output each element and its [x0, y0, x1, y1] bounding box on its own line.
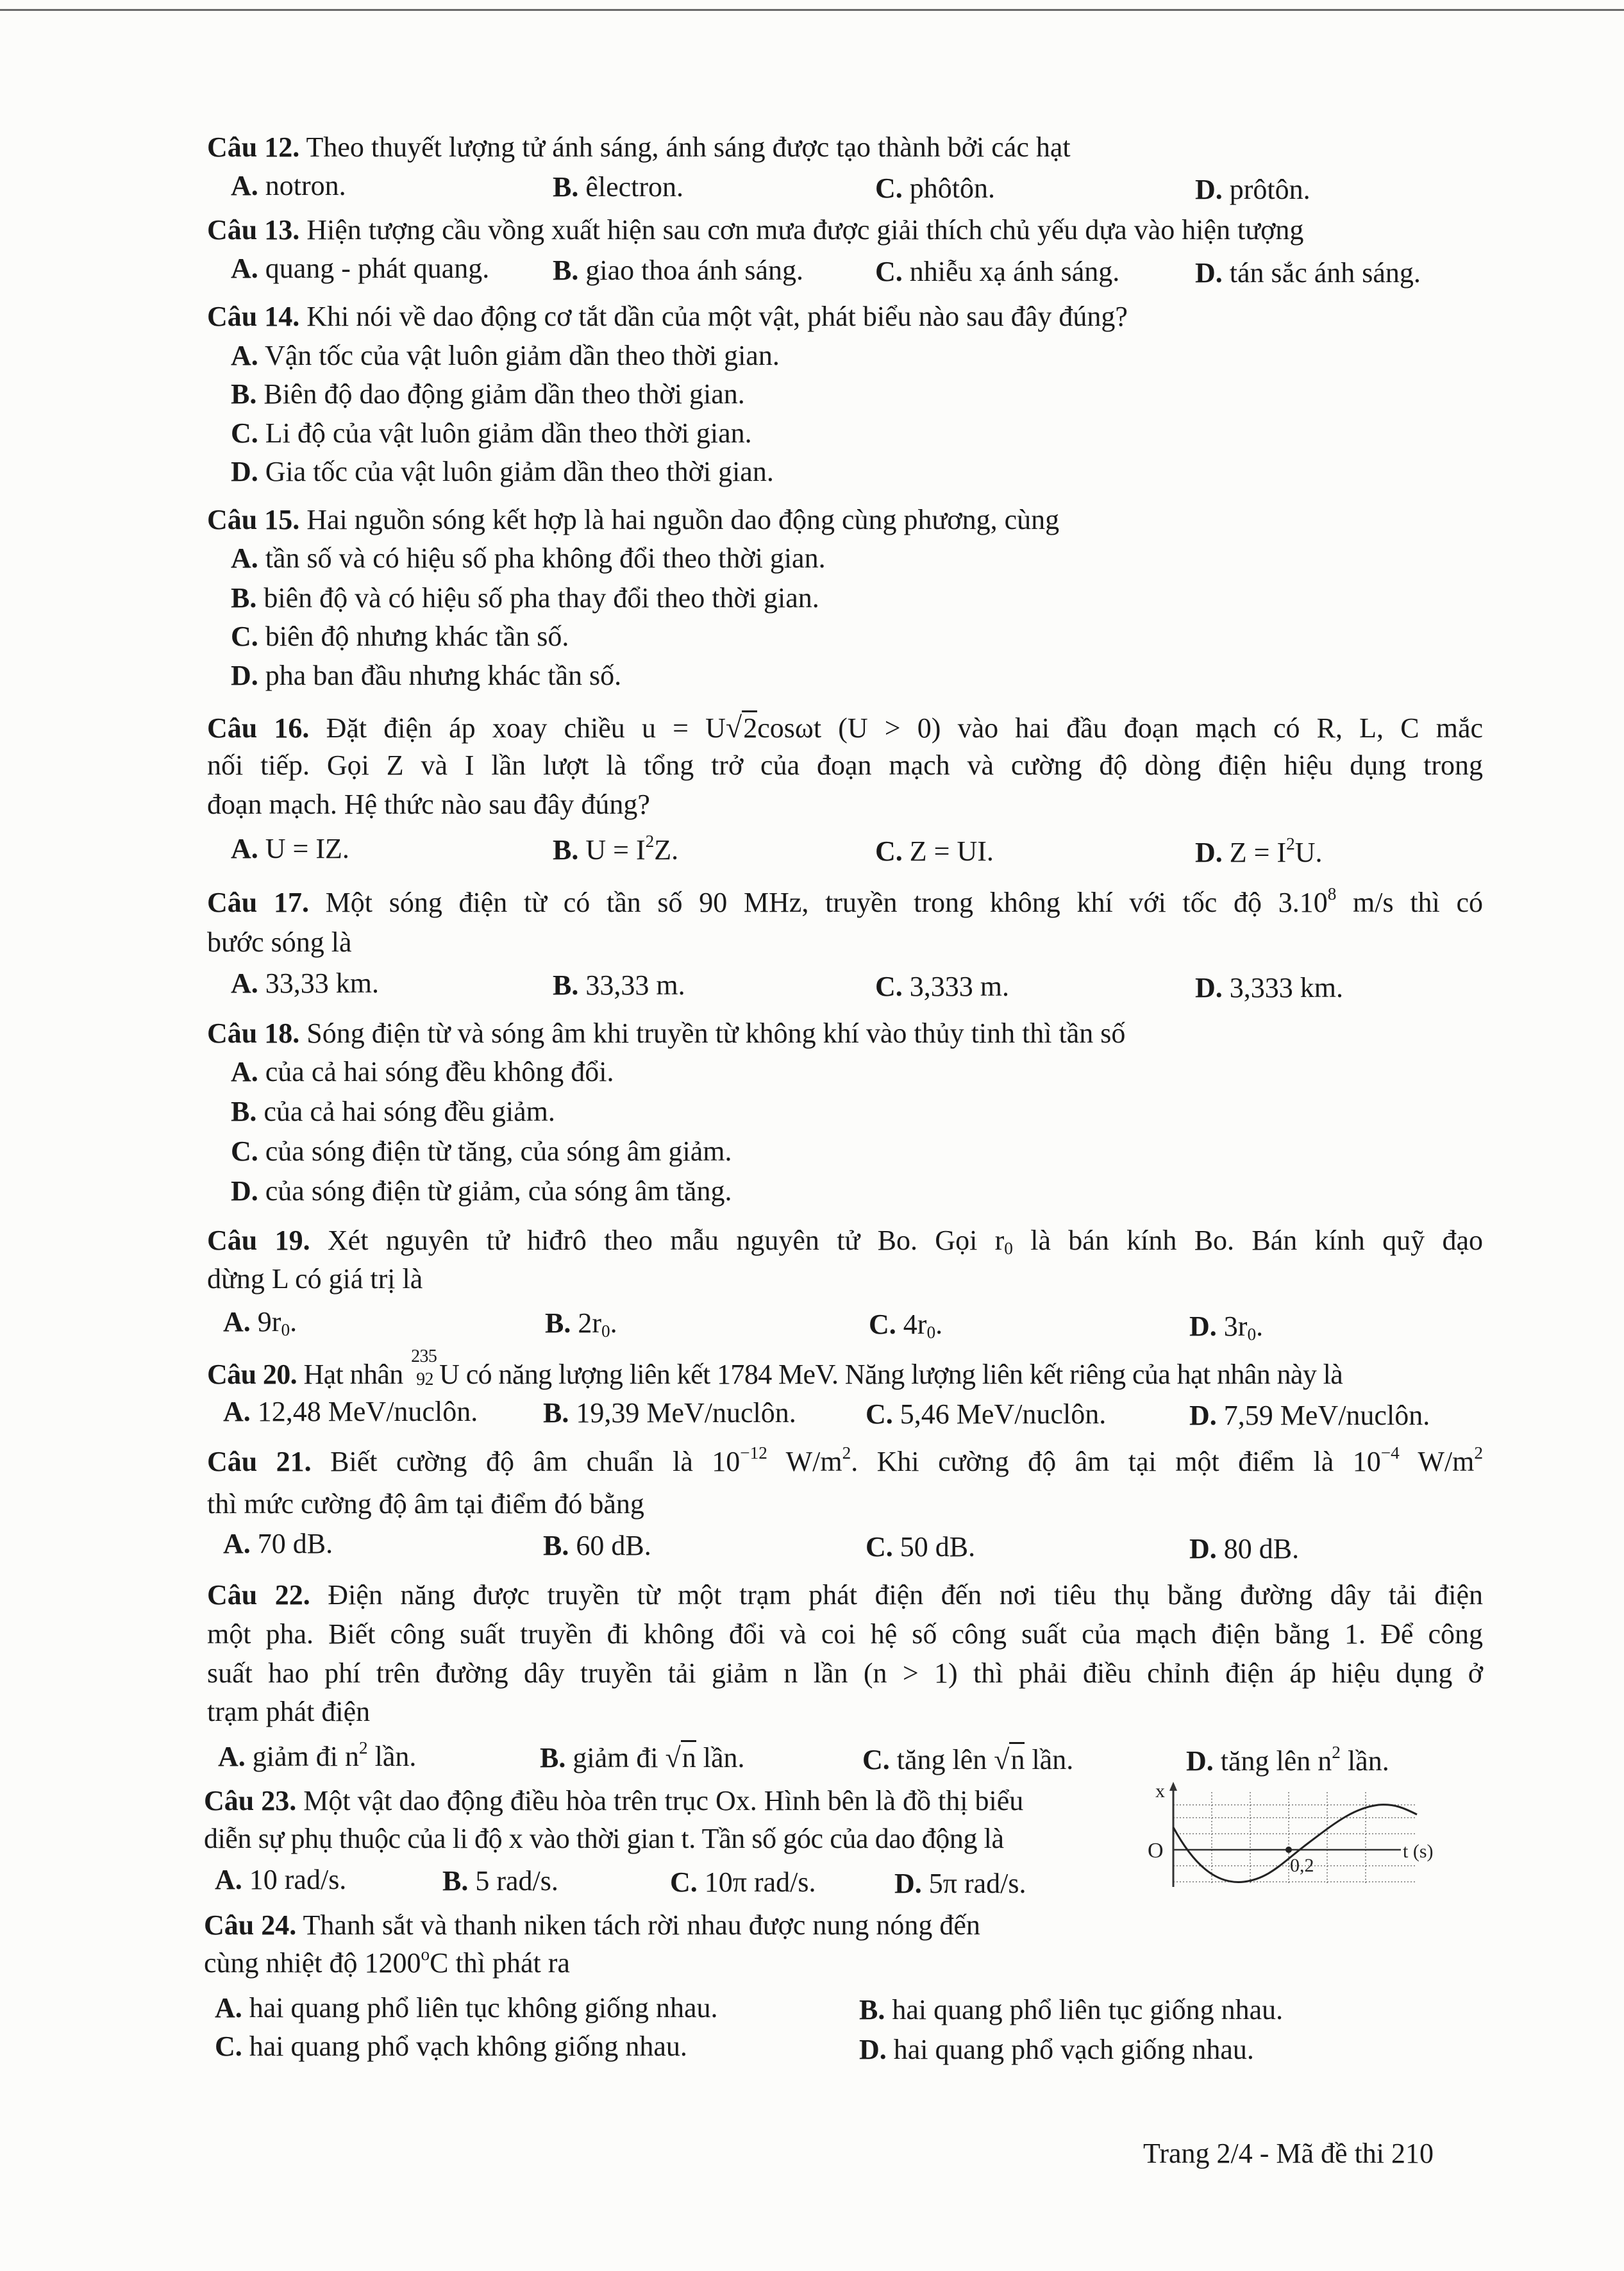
question-17-option-b: B. 33,33 m.	[553, 969, 685, 1001]
question-16-stem-line2: nối tiếp. Gọi Z và I lần lượt là tổng trở của đoạn mạch và cường độ dòng điện hiệu dụng trong	[207, 750, 1483, 781]
question-18-option-d: D. của sóng điện từ giảm, của sóng âm tăng.	[231, 1175, 732, 1207]
oscillation-graph	[1148, 1779, 1468, 1891]
graph-tick-point	[1285, 1847, 1292, 1853]
question-24-option-c: C. hai quang phổ vạch không giống nhau.	[215, 2031, 687, 2062]
question-19-stem-line1: Câu 19. Xét nguyên tử hiđrô theo mẫu nguyên tử Bo. Gọi $r_0$ là bán kính Bo. Bán kính quỹ đạo	[207, 1225, 1483, 1258]
question-19-option-b: B. $2r_0$.	[545, 1307, 617, 1341]
question-22-stem-line1: Câu 22. Điện năng được truyền từ một trạm phát điện đến nơi tiêu thụ bằng đường dây tải điện	[207, 1579, 1484, 1611]
question-22-option-d: D. tăng lên $n^2$ lần.	[1186, 1742, 1389, 1777]
question-17-option-d: D. 3,333 km.	[1195, 972, 1344, 1003]
question-23-option-a: A. 10 rad/s.	[215, 1864, 347, 1895]
question-24-option-d: D. hai quang phổ vạch giống nhau.	[859, 2034, 1254, 2065]
question-12-option-b: B. êlectron.	[553, 171, 684, 203]
question-21-option-b: B. 60 dB.	[543, 1530, 651, 1561]
question-18-option-a: A. của cả hai sóng đều không đổi.	[231, 1056, 614, 1087]
question-16-option-b: B. $U = I^2Z$.	[553, 831, 679, 866]
question-13-stem: Câu 13. Hiện tượng cầu vồng xuất hiện sau cơn mưa được giải thích chủ yếu dựa vào hiện tượng	[207, 214, 1304, 246]
question-20-option-a: A. 12,48 MeV/nuclôn.	[223, 1396, 478, 1427]
question-12-option-a: A. notron.	[231, 170, 346, 201]
graph-y-label: x	[1155, 1781, 1165, 1802]
question-19-option-c: C. $4r_0$.	[869, 1309, 943, 1342]
question-14-option-d: D. Gia tốc của vật luôn giảm dần theo thời gian.	[231, 456, 774, 487]
question-20-option-c: C. 5,46 MeV/nuclôn.	[866, 1398, 1107, 1430]
question-12-option-c: C. phôtôn.	[875, 172, 996, 204]
question-18-stem: Câu 18. Sóng điện từ và sóng âm khi truyền từ không khí vào thủy tinh thì tần số	[207, 1018, 1126, 1049]
question-20-option-d: D. 7,59 MeV/nuclôn.	[1189, 1400, 1430, 1431]
graph-tick-label: 0,2	[1290, 1855, 1314, 1876]
question-22-option-c: C. tăng lên √n lần.	[862, 1746, 1073, 1774]
question-17-option-c: C. 3,333 m.	[875, 971, 1010, 1002]
question-16-option-d: D. $Z = I^2U$.	[1195, 834, 1323, 868]
question-13-option-c: C. nhiễu xạ ánh sáng.	[875, 256, 1120, 287]
question-14-option-b: B. Biên độ dao động giảm dần theo thời gian.	[231, 378, 745, 410]
question-14-option-a: A. Vận tốc của vật luôn giảm dần theo thời gian.	[231, 340, 780, 371]
question-23-option-c: C. 10π rad/s.	[670, 1866, 816, 1898]
question-22-option-b: B. giảm đi √n lần.	[540, 1744, 744, 1772]
page-footer: Trang 2/4 - Mã đề thi 210	[1143, 2138, 1434, 2169]
question-18-option-c: C. của sóng điện từ tăng, của sóng âm giảm.	[231, 1136, 732, 1167]
question-20-stem: Câu 20. Hạt nhân 235 92 U có năng lượng liên kết 1784 MeV. Năng lượng liên kết riêng của hạt nhân này là	[207, 1346, 1343, 1390]
question-21-option-a: A. 70 dB.	[223, 1528, 333, 1559]
question-15-option-d: D. pha ban đầu nhưng khác tần số.	[231, 660, 622, 691]
question-15-option-a: A. tần số và có hiệu số pha không đổi theo thời gian.	[231, 542, 826, 574]
question-14-stem: Câu 14. Khi nói về dao động cơ tắt dần của một vật, phát biểu nào sau đây đúng?	[207, 301, 1128, 332]
question-23-option-d: D. 5π rad/s.	[894, 1868, 1026, 1899]
question-19-option-d: D. $3r_0$.	[1189, 1311, 1264, 1344]
question-12-option-d: D. prôtôn.	[1195, 174, 1310, 205]
question-17-stem-line1: Câu 17. Một sóng điện từ có tần số 90 MHz, truyền trong không khí với tốc độ 3.10$^8$ m/s thì có	[207, 884, 1484, 918]
question-13-option-b: B. giao thoa ánh sáng.	[553, 255, 804, 286]
question-16-stem-line1: Câu 16. Đặt điện áp xoay chiều u = U√2cosωt (U > 0) vào hai đầu đoạn mạch có R, L, C mắc	[207, 711, 1483, 744]
question-24-option-b: B. hai quang phổ liên tục giống nhau.	[859, 1994, 1284, 2025]
graph-origin-label: O	[1148, 1839, 1164, 1863]
question-15-stem: Câu 15. Hai nguồn sóng kết hợp là hai nguồn dao động cùng phương, cùng	[207, 504, 1060, 535]
question-14-option-c: C. Li độ của vật luôn giảm dần theo thời gian.	[231, 417, 752, 449]
question-22-stem-line3: suất hao phí trên đường dây truyền tải giảm n lần (n > 1) thì phải điều chỉnh điện áp hiệu dụng ở	[207, 1657, 1483, 1689]
question-24-stem-line2: cùng nhiệt độ 1200$^o$C thì phát ra	[204, 1944, 570, 1979]
question-21-option-d: D. 80 dB.	[1189, 1533, 1300, 1564]
question-18-option-b: B. của cả hai sóng đều giảm.	[231, 1096, 555, 1127]
question-15-option-c: C. biên độ nhưng khác tần số.	[231, 621, 569, 652]
question-16-option-a: A. U = IZ.	[231, 833, 349, 864]
question-21-stem-line2: thì mức cường độ âm tại điểm đó bằng	[207, 1488, 644, 1520]
question-19-stem-line2: dừng L có giá trị là	[207, 1263, 423, 1295]
question-24-stem-line1: Câu 24. Thanh sắt và thanh niken tách rời nhau được nung nóng đến	[204, 1909, 980, 1941]
question-22-option-a: A. giảm đi $n^2$ lần.	[218, 1738, 417, 1772]
question-23-option-b: B. 5 rad/s.	[442, 1865, 558, 1897]
question-17-stem-line2: bước sóng là	[207, 926, 352, 958]
question-23-stem-line1: Câu 23. Một vật dao động điều hòa trên trục Ox. Hình bên là đồ thị biểu	[204, 1785, 1024, 1816]
graph-y-arrow-icon	[1169, 1782, 1177, 1791]
question-15-option-b: B. biên độ và có hiệu số pha thay đổi theo thời gian.	[231, 582, 819, 614]
question-20-option-b: B. 19,39 MeV/nuclôn.	[543, 1397, 796, 1429]
question-12-stem: Câu 12. Theo thuyết lượng tử ánh sáng, ánh sáng được tạo thành bởi các hạt	[207, 131, 1071, 163]
question-21-stem-line1: Câu 21. Biết cường độ âm chuẩn là $10^{-12}$ $W/m^2$. Khi cường độ âm tại một điểm là $10^{-4}$ $W/m^2$	[207, 1443, 1483, 1477]
question-21-option-c: C. 50 dB.	[866, 1531, 976, 1563]
question-16-stem-line3: đoạn mạch. Hệ thức nào sau đây đúng?	[207, 789, 650, 820]
question-17-option-a: A. 33,33 km.	[231, 968, 380, 999]
question-13-option-a: A. quang - phát quang.	[231, 253, 490, 284]
question-23-stem-line2: diễn sự phụ thuộc của li độ x vào thời gian t. Tần số góc của dao động là	[204, 1823, 1004, 1854]
question-13-option-d: D. tán sắc ánh sáng.	[1195, 257, 1421, 289]
graph-t-label: t (s)	[1403, 1841, 1434, 1862]
question-19-option-a: A. $9r_0$.	[223, 1306, 297, 1339]
question-22-stem-line2: một pha. Biết công suất truyền đi không đổi và coi hệ số công suất của mạch điện bằng 1. Để công	[207, 1618, 1483, 1650]
question-24-option-a: A. hai quang phổ liên tục không giống nhau.	[215, 1992, 718, 2024]
question-22-stem-line4: trạm phát điện	[207, 1696, 371, 1727]
question-16-option-c: C. Z = UI.	[875, 835, 994, 867]
